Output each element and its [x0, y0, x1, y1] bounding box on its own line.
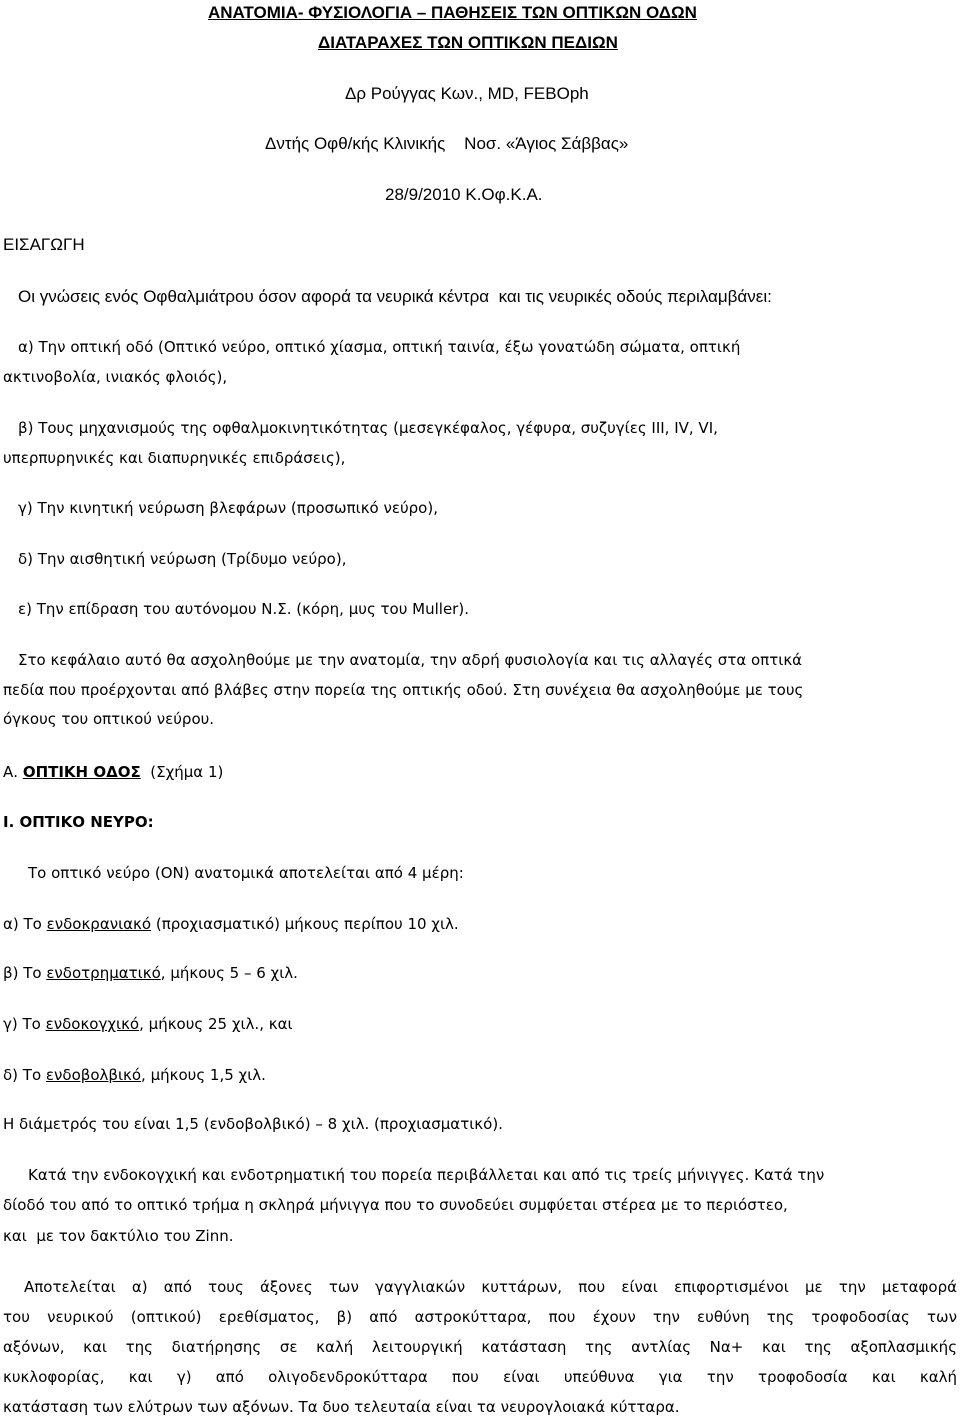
sheath-paragraph-line-1: Κατά την ενδοκογχική και ενδοτρηματική του πορεία περιβάλλεται και από τις τρείς μήνιγγες. Κατά την: [28, 1166, 825, 1184]
part-c-term: ενδοκογχικό: [45, 1015, 140, 1033]
part-d-prefix: δ) Το: [3, 1066, 46, 1084]
part-c-prefix: γ) Το: [3, 1015, 46, 1033]
intro-item-b-line-2: υπερπυρηνικές και διαπυρηνικές επιδράσεις),: [3, 449, 346, 467]
part-a-prefix: α) Το: [3, 915, 47, 933]
intro-item-a-line-1: α) Την οπτική οδό (Οπτικό νεύρο, οπτικό χίασμα, οπτική ταινία, έξω γονατώδη σώματα, οπτική: [18, 338, 741, 356]
intro-paragraph-line-2: πεδία που προέρχονται από βλάβες στην πορεία της οπτικής οδού. Στη συνέχεια θα ασχοληθούμε με τους: [3, 681, 804, 699]
intro-heading: ΕΙΣΑΓΩΓΗ: [3, 235, 85, 254]
optic-nerve-part-c: [3, 1013, 960, 1035]
intro-item-b-line-1: β) Τους μηχανισμούς της οφθαλμοκινητικότητας (μεσεγκέφαλος, γέφυρα, συζυγίες ΙΙΙ, ΙV, VI,: [18, 419, 718, 437]
sheath-paragraph-line-2: δίοδό του από το οπτικό τρήμα η σκληρά μήνιγγα που το συνοδεύει συμφύεται στέρεα με το περιόστεο,: [3, 1196, 788, 1214]
optic-nerve-diameter: Η διάμετρός του είναι 1,5 (ενδοβολβικό) – 8 χιλ. (προχιασματικό).: [3, 1115, 503, 1133]
part-d-detail: , μήκους 1,5 χιλ.: [141, 1066, 266, 1084]
intro-lead: Οι γνώσεις ενός Οφθαλμιάτρου όσον αφορά τα νευρικά κέντρα και τις νευρικές οδούς περιλαμβάνει:: [18, 287, 772, 306]
author-line: Δρ Ρούγγας Κων., MD, FEBOph: [345, 84, 589, 103]
section-i-lead: Το οπτικό νεύρο (ΟΝ) ανατομικά αποτελείται από 4 μέρη:: [28, 864, 464, 882]
optic-nerve-part-b: [3, 962, 960, 984]
part-b-term: ενδοτρηματικό: [46, 964, 161, 982]
date-venue: 28/9/2010 Κ.Οφ.Κ.Α.: [385, 185, 543, 204]
composition-paragraph-line-4: κυκλοφορίας, και γ) από ολιγοδενδροκύτταρα που είναι υπεύθυνα για την τροφοδοσία και καλή: [3, 1368, 957, 1386]
intro-paragraph-line-3: όγκους του οπτικού νεύρου.: [3, 710, 215, 728]
section-a-prefix: Α.: [3, 763, 23, 781]
intro-paragraph-line-1: Στο κεφάλαιο αυτό θα ασχοληθούμε με την ανατομία, την αδρή φυσιολογία και τις αλλαγές στα οπτικά: [18, 651, 803, 669]
optic-nerve-part-a: [3, 913, 960, 935]
section-a-title: ΟΠΤΙΚΗ ΟΔΟΣ: [22, 763, 141, 781]
part-b-prefix: β) Το: [3, 964, 47, 982]
intro-item-e: ε) Την επίδραση του αυτόνομου Ν.Σ. (κόρη, μυς του Muller).: [18, 600, 469, 618]
part-a-detail: (προχιασματικό) μήκους περίπου 10 χιλ.: [151, 915, 459, 933]
part-d-term: ενδοβολβικό: [45, 1066, 142, 1084]
author-position: Δντής Οφθ/κής Κλινικής Νοσ. «Άγιος Σάββας»: [265, 134, 629, 153]
optic-nerve-part-d: [3, 1064, 960, 1086]
part-b-detail: , μήκους 5 – 6 χιλ.: [160, 964, 298, 982]
intro-item-a-line-2: ακτινοβολία, ινιακός φλοιός),: [3, 368, 228, 386]
composition-paragraph-line-1: Αποτελείται α) από τους άξονες των γαγγλιακών κυττάρων, που είναι επιφορτισμένοι με την μεταφορά: [24, 1278, 957, 1296]
section-a-figure-ref: (Σχήμα 1): [140, 763, 224, 781]
composition-paragraph-line-3: αξόνων, και της διατήρησης σε καλή λειτουργική κατάσταση της αντλίας Να+ και της αξοπλασμικής: [3, 1338, 957, 1356]
composition-paragraph-line-2: του νευρικού (οπτικού) ερεθίσματος, β) από αστροκύτταρα, που έχουν την ευθύνη της τροφοδοσίας των: [3, 1308, 957, 1326]
sheath-paragraph-line-3: και με τον δακτύλιο του Zinn.: [3, 1227, 234, 1245]
intro-item-c: γ) Την κινητική νεύρωση βλεφάρων (προσωπικό νεύρο),: [18, 499, 438, 517]
section-a-heading: [3, 761, 960, 783]
document-title-line-2: ΔΙΑΤΑΡΑΧΕΣ ΤΩΝ ΟΠΤΙΚΩΝ ΠΕΔΙΩΝ: [318, 33, 618, 52]
part-c-detail: , μήκους 25 χιλ., και: [139, 1015, 293, 1033]
part-a-term: ενδοκρανιακό: [46, 915, 152, 933]
section-i-heading: Ι. ΟΠΤΙΚΟ ΝΕΥΡΟ:: [3, 813, 154, 831]
intro-item-d: δ) Την αισθητική νεύρωση (Τρίδυμο νεύρο),: [18, 550, 347, 568]
document-title-line-1: ΑΝΑΤΟΜΙΑ- ΦΥΣΙΟΛΟΓΙΑ – ΠΑΘΗΣΕΙΣ ΤΩΝ ΟΠΤΙΚΩΝ ΟΔΩΝ: [208, 3, 697, 22]
composition-paragraph-line-5: κατάσταση των ελύτρων των αξόνων. Τα δυο τελευταία είναι τα νευρογλοιακά κύτταρα.: [3, 1398, 680, 1416]
